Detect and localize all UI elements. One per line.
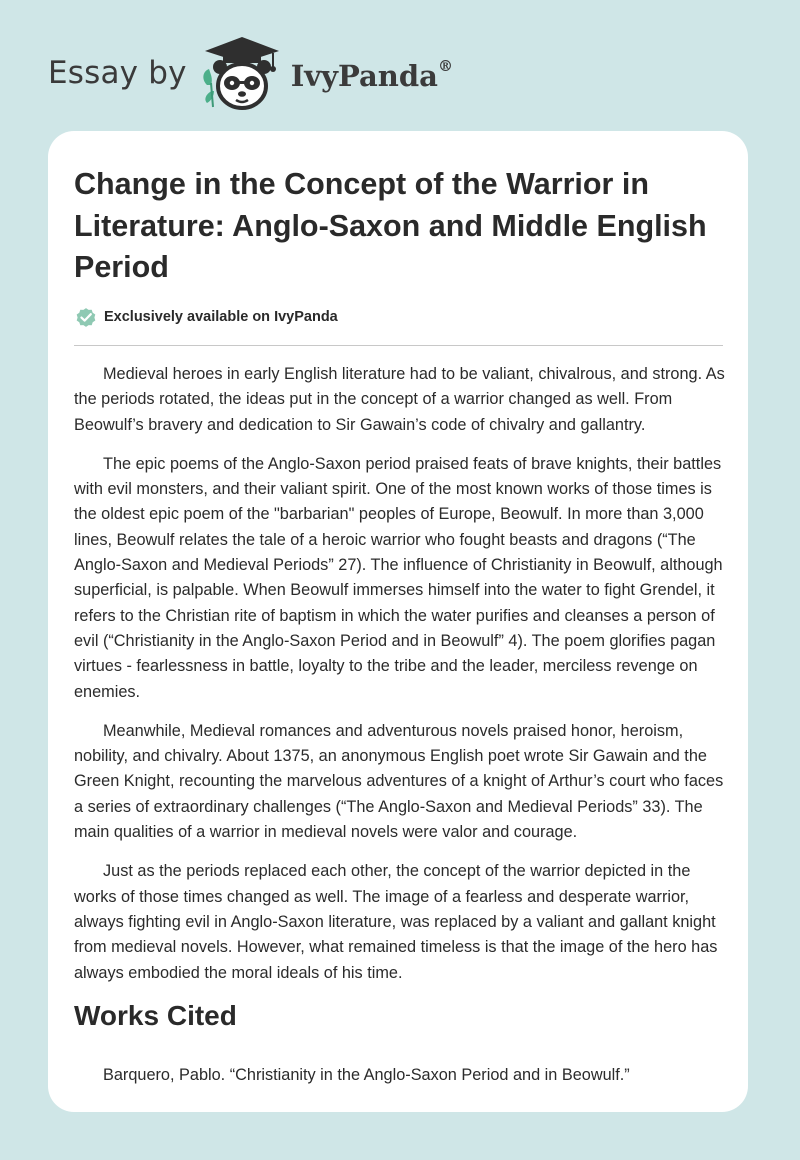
citation-item: Barquero, Pablo. “Christianity in the Anglo-Saxon Period and in Beowulf.” (103, 1066, 630, 1084)
essay-card (48, 131, 748, 1112)
works-cited-heading: Works Cited (74, 1000, 237, 1031)
registered-mark: ® (437, 57, 453, 75)
exclusive-badge-label: Exclusively available on IvyPanda (104, 309, 338, 325)
site-header (48, 28, 453, 118)
paragraph: Meanwhile, Medieval romances and adventurous novels praised honor, heroism, nobility, and chivalry. About 1375, an anonymous English poet wrote Sir Gawain and the Green Knight, recounting the marvelous adventures of a knight of Arthur’s court who faces a series of extraordinary challenges (“The Anglo-Saxon and Medieval Periods” 33). The main qualities of a warrior in medieval novels were valor and courage. (74, 721, 724, 842)
essay-body (74, 362, 726, 1000)
brand-label: IvyPanda (290, 59, 438, 93)
paragraph: The epic poems of the Anglo-Saxon period praised feats of brave knights, their battles with evil monsters, and their valiant spirit. One of the most known works of those times is the oldest epic poem of the "barbarian" peoples of Europe, Beowulf. In more than 3,000 lines, Beowulf relates the tale of a heroic warrior who fought beasts and dragons (“The Anglo-Saxon and Medieval Periods” 27). The influence of Christianity in Beowulf, although superficial, is palpable. When Beowulf immerses himself into the water to fight Grendel, it refers to the Christian rite of baptism in which the water purifies and cleanses a person of evil (“Christianity in the Anglo-Saxon Period and in Beowulf” 4). The poem glorifies pagan virtues - fearlessness in battle, loyalty to the tribe and the leader, merciless revenge on enemies. (74, 454, 723, 701)
check-circle-icon (74, 305, 98, 329)
page-title: Change in the Concept of the Warrior in Literature: Anglo-Saxon and Middle English Period (74, 167, 707, 284)
ivy-leaf-icon (203, 69, 214, 107)
divider (74, 345, 723, 346)
brand-name[interactable] (291, 59, 453, 93)
paragraph: Just as the periods replaced each other, the concept of the warrior depicted in the works of those times changed as well. The image of a fearless and desperate warrior, always fighting evil in Anglo-Saxon literature, was replaced by a valiant and gallant knight from medieval novels. However, what remained timeless is that the image of the hero has always embodied the moral ideals of his time. (74, 862, 718, 982)
exclusive-badge (74, 305, 338, 329)
essay-by-label: Essay by (48, 55, 187, 91)
panda-graduation-cap-logo-icon[interactable] (199, 33, 285, 115)
paragraph: Medieval heroes in early English literature had to be valiant, chivalrous, and strong. As the periods rotated, the ideas put in the concept of a warrior changed as well. From Beowulf’s bravery and dedication to Sir Gawain’s code of chivalry and gallantry. (74, 365, 725, 434)
